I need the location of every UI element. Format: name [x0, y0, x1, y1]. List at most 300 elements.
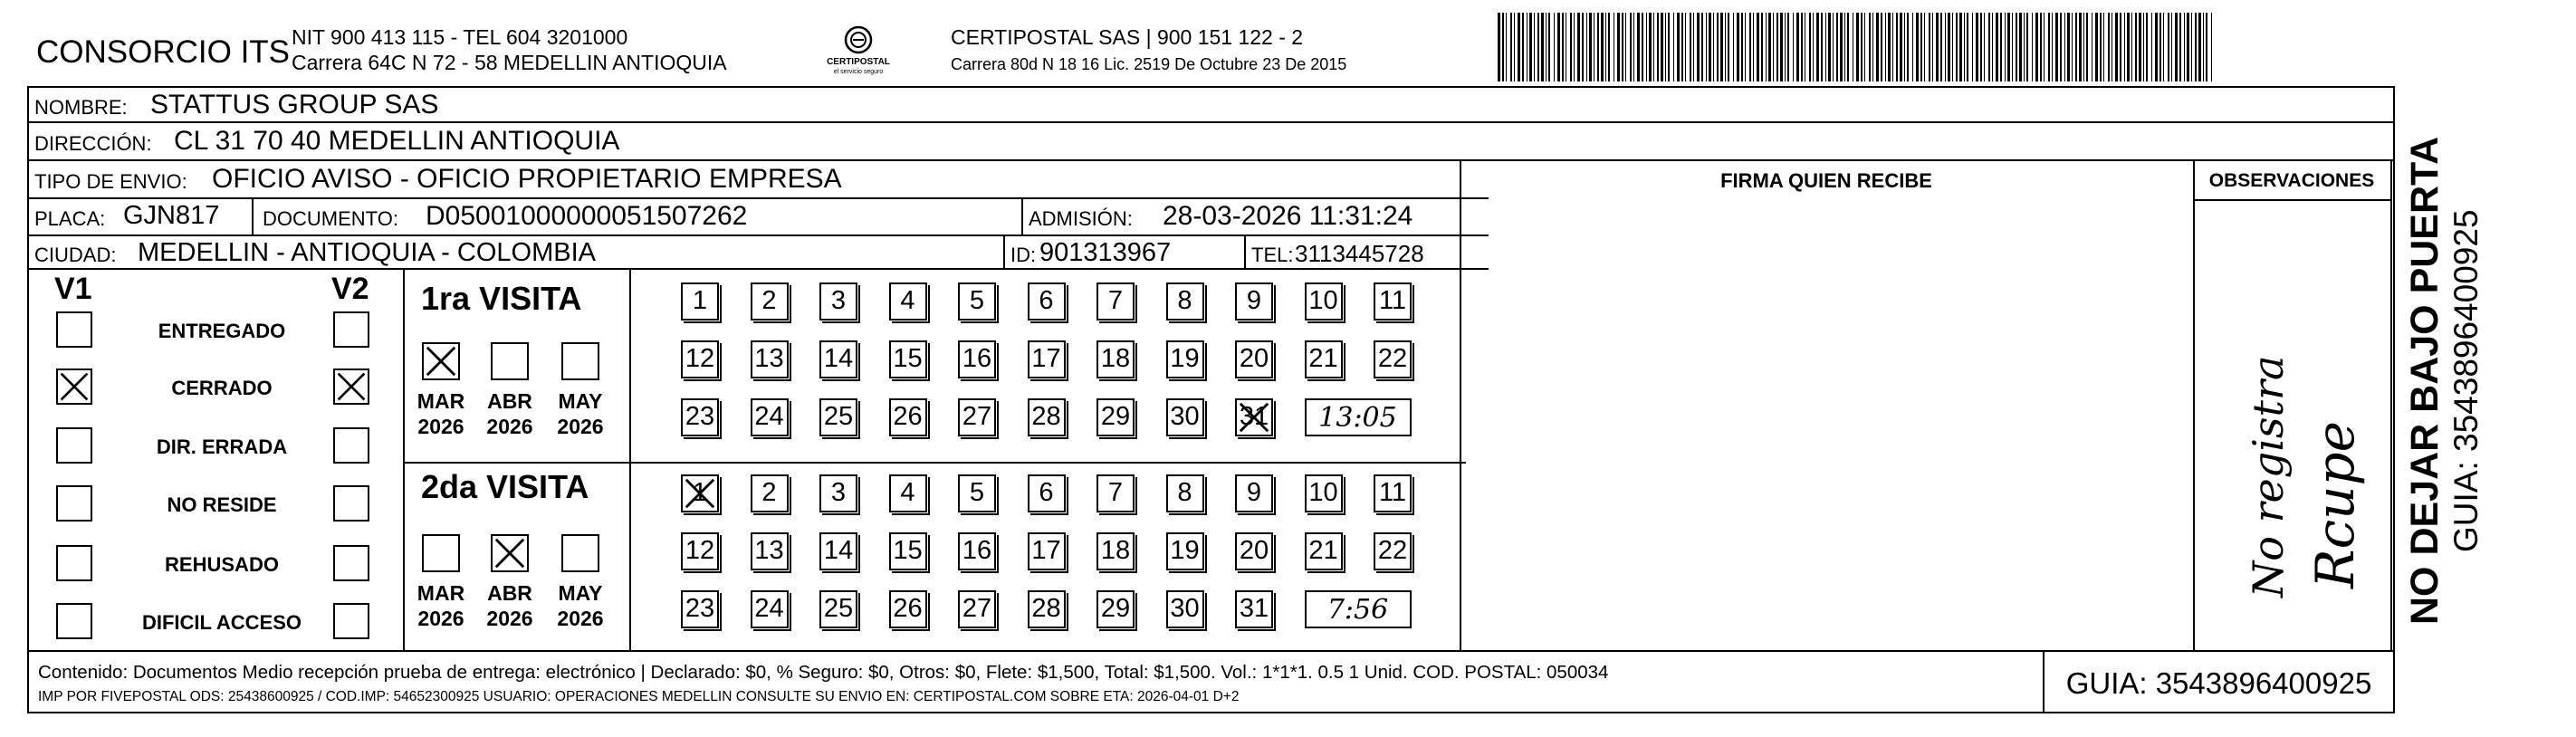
visit1-day-number: 2	[761, 286, 777, 315]
visit1-day-number: 19	[1170, 344, 1200, 373]
barcode-bar	[2024, 13, 2025, 81]
visit1-day-number: 24	[754, 402, 784, 431]
certipostal-logo	[813, 24, 904, 76]
visit1-day-box[interactable]	[1166, 398, 1204, 436]
id-label: ID:	[1010, 244, 1037, 266]
visit2-day-box[interactable]	[1166, 532, 1204, 570]
visit2-day-number: 25	[823, 594, 854, 623]
visit2-day-box[interactable]	[819, 474, 857, 512]
barcode-bar	[1907, 13, 1909, 81]
visit2-day-number: 10	[1308, 478, 1338, 507]
visit1-day-number: 30	[1170, 402, 1200, 431]
barcode-bar	[1749, 13, 1751, 81]
barcode	[1498, 13, 2218, 81]
ciudad-value: MEDELLIN - ANTIOQUIA - COLOMBIA	[138, 238, 596, 267]
visit1-day-box[interactable]	[1305, 340, 1343, 378]
barcode-bar	[1720, 13, 1723, 81]
visit2-day-box[interactable]	[1305, 532, 1343, 570]
carrier-address: Carrera 80d N 18 16 Lic. 2519 De Octubre 23 De 2015	[951, 55, 1347, 73]
visit1-day-box[interactable]	[1028, 398, 1066, 436]
v2-checkbox[interactable]	[333, 485, 369, 522]
visit1-day-number: 10	[1308, 286, 1338, 315]
barcode-bar	[1706, 13, 1707, 81]
barcode-bar	[1761, 13, 1763, 81]
v1-checkbox[interactable]	[56, 545, 92, 581]
visit2-day-box[interactable]	[819, 590, 857, 628]
visit1-day-number: 25	[823, 402, 854, 431]
visit1-day-box[interactable]	[1166, 282, 1204, 321]
barcode-bar	[1904, 13, 1905, 81]
tipo-envio-value: OFICIO AVISO - OFICIO PROPIETARIO EMPRESA	[212, 164, 842, 194]
barcode-bar	[1728, 13, 1729, 81]
barcode-bar	[1912, 13, 1913, 81]
barcode-bar	[2184, 13, 2185, 81]
barcode-bar	[1929, 13, 1930, 81]
barcode-bar	[1701, 13, 1703, 81]
visit2-time: 7:56	[1326, 594, 1389, 626]
barcode-bar	[1892, 13, 1893, 81]
v2-checkbox[interactable]	[333, 603, 369, 639]
visit1-year-label: 2026	[417, 415, 464, 438]
barcode-bar	[1529, 13, 1532, 81]
visit1-day-number: 5	[969, 286, 985, 315]
visit1-day-box[interactable]	[1374, 282, 1412, 321]
barcode-bar	[1956, 13, 1958, 81]
visit1-day-number: 27	[962, 402, 992, 431]
visit2-day-number: 30	[1170, 594, 1200, 623]
visit2-day-box[interactable]	[958, 532, 996, 570]
barcode-bar	[1920, 13, 1922, 81]
visit2-day-box[interactable]	[889, 474, 927, 512]
visit2-day-number: 6	[1039, 478, 1054, 507]
barcode-bar	[1518, 13, 1520, 81]
visit1-day-box[interactable]	[1235, 282, 1273, 321]
barcode-bar	[1633, 13, 1634, 81]
barcode-bar	[1622, 13, 1623, 81]
v2-checkbox[interactable]	[333, 368, 369, 405]
barcode-bar	[2211, 13, 2212, 81]
barcode-bar	[1630, 13, 1632, 81]
barcode-bar	[2124, 13, 2125, 81]
barcode-bar	[1864, 13, 1865, 81]
barcode-bar	[1697, 13, 1700, 81]
visit1-day-box[interactable]	[751, 340, 789, 378]
visit1-month-label: MAR	[417, 389, 465, 413]
barcode-bar	[1996, 13, 1998, 81]
barcode-bar	[1825, 13, 1826, 81]
tel-value: 3113445728	[1295, 240, 1424, 267]
barcode-bar	[1753, 13, 1754, 81]
v1-checkbox[interactable]	[56, 485, 92, 522]
visit1-day-number: 26	[893, 402, 923, 431]
visit2-day-box[interactable]	[1374, 474, 1412, 512]
barcode-bar	[2139, 13, 2141, 81]
barcode-bar	[2103, 13, 2104, 81]
barcode-bar	[1936, 13, 1939, 81]
visit1-day-number: 15	[893, 344, 923, 373]
barcode-bar	[1785, 13, 1786, 81]
barcode-bar	[1733, 13, 1734, 81]
barcode-bar	[1916, 13, 1919, 81]
nit-line: NIT 900 413 115 - TEL 604 3201000	[292, 25, 628, 49]
visit2-day-number: 22	[1377, 536, 1408, 565]
barcode-bar	[1809, 13, 1811, 81]
visit2-day-box[interactable]	[681, 474, 719, 512]
visit2-day-number: 27	[962, 594, 992, 623]
barcode-bar	[2159, 13, 2161, 81]
side-guia: GUIA: 3543896400925	[2447, 209, 2485, 552]
placa-value: GJN817	[123, 201, 220, 230]
visit2-day-number: 9	[1246, 478, 1262, 507]
barcode-bar	[2135, 13, 2137, 81]
barcode-bar	[1506, 13, 1507, 81]
barcode-bar	[1833, 13, 1834, 81]
visit2-day-box[interactable]	[751, 474, 789, 512]
barcode-bar	[2108, 13, 2110, 81]
barcode-bar	[2195, 13, 2197, 81]
barcode-bar	[1932, 13, 1933, 81]
visit1-month-checkbox[interactable]	[491, 342, 529, 380]
admision-label: ADMISIÓN:	[1029, 207, 1133, 230]
visit1-day-number: 20	[1239, 344, 1269, 373]
visit2-day-box[interactable]	[1235, 532, 1273, 570]
footer-contents: Contenido: Documentos Medio recepción prueba de entrega: electrónico | Declarado: $0, % Seguro: $0, Otros: $0, Flete: $1,500, Total: $1,500. Vol.: 1*1*1. 0.5 1 Unid. COD. POSTAL: 050034	[38, 662, 1609, 683]
visit2-month-checkbox[interactable]	[491, 534, 529, 572]
barcode-bar	[2120, 13, 2121, 81]
barcode-bar	[2127, 13, 2130, 81]
barcode-bar	[1768, 13, 1771, 81]
barcode-bar	[1690, 13, 1691, 81]
v2-checkbox[interactable]	[333, 427, 369, 464]
barcode-bar	[1548, 13, 1550, 81]
visit1-day-box[interactable]	[681, 340, 719, 378]
visit1-day-number: 29	[1100, 402, 1131, 431]
visit1-day-box[interactable]	[681, 282, 719, 321]
visit1-day-number: 21	[1308, 344, 1338, 373]
visit2-day-box[interactable]	[819, 532, 857, 570]
barcode-bar	[1649, 13, 1652, 81]
visit1-day-box[interactable]	[1166, 340, 1204, 378]
tipo-envio-label: TIPO DE ENVIO:	[34, 170, 187, 193]
barcode-bar	[2155, 13, 2158, 81]
barcode-bar	[1952, 13, 1953, 81]
visit2-day-number: 24	[754, 594, 784, 623]
visit2-day-box[interactable]	[681, 590, 719, 628]
visit1-day-box[interactable]	[681, 398, 719, 436]
barcode-bar	[1885, 13, 1886, 81]
visit1-day-number: 28	[1031, 402, 1061, 431]
id-value: 901313967	[1039, 238, 1172, 267]
barcode-bar	[2035, 13, 2038, 81]
visit2-day-box[interactable]	[958, 474, 996, 512]
visit2-day-box[interactable]	[889, 590, 927, 628]
visit1-day-number: 31	[1239, 402, 1269, 431]
visit1-day-box[interactable]	[1096, 398, 1135, 436]
barcode-bar	[2083, 13, 2084, 81]
barcode-bar	[1776, 13, 1778, 81]
barcode-bar	[1847, 13, 1849, 81]
barcode-bar	[1924, 13, 1925, 81]
barcode-bar	[1967, 13, 1968, 81]
footer-print-info: IMP POR FIVEPOSTAL ODS: 25438600925 / COD.IMP: 54652300925 USUARIO: OPERACIONES MEDELLIN CONSULTE SU ENVIO EN: CERTIPOSTAL.COM SOBRE ETA: 2026-04-01 D+2	[38, 689, 1240, 704]
v1-checkbox[interactable]	[56, 368, 92, 405]
barcode-bar	[1844, 13, 1845, 81]
barcode-bar	[1534, 13, 1535, 81]
barcode-bar	[2060, 13, 2062, 81]
v1-label: V1	[54, 272, 92, 306]
visit1-day-box[interactable]	[889, 282, 927, 321]
visit1-day-box[interactable]	[958, 340, 996, 378]
visit2-day-box[interactable]	[1166, 590, 1204, 628]
barcode-bar	[1717, 13, 1719, 81]
barcode-bar	[1681, 13, 1683, 81]
nombre-value: STATTUS GROUP SAS	[150, 90, 439, 120]
visit1-day-number: 6	[1039, 286, 1054, 315]
barcode-bar	[2040, 13, 2042, 81]
barcode-bar	[1498, 13, 1500, 81]
logo-subtext: el servicio seguro	[833, 69, 884, 75]
barcode-bar	[1793, 13, 1794, 81]
visit2-day-box[interactable]	[1305, 474, 1343, 512]
barcode-bar	[1693, 13, 1694, 81]
visit1-day-box[interactable]	[1235, 398, 1273, 436]
barcode-bar	[1984, 13, 1985, 81]
barcode-bar	[2079, 13, 2082, 81]
barcode-bar	[1668, 13, 1670, 81]
barcode-bar	[1657, 13, 1659, 81]
visit2-day-number: 8	[1177, 478, 1192, 507]
barcode-bar	[1940, 13, 1942, 81]
visit2-day-box[interactable]	[889, 532, 927, 570]
visit1-day-number: 9	[1246, 286, 1262, 315]
side-warning: NO DEJAR BAJO PUERTA	[2403, 136, 2447, 625]
company-name: CONSORCIO ITS	[36, 34, 291, 70]
direccion-label: DIRECCIÓN:	[34, 132, 152, 155]
visit1-day-number: 18	[1100, 344, 1131, 373]
barcode-bar	[1959, 13, 1962, 81]
admision-value: 28-03-2026 11:31:24	[1163, 201, 1413, 231]
visit1-day-box[interactable]	[1374, 340, 1412, 378]
barcode-bar	[1780, 13, 1783, 81]
barcode-bar	[1541, 13, 1544, 81]
visit2-month-checkbox[interactable]	[422, 534, 460, 572]
tel-label: TEL:	[1251, 244, 1294, 266]
barcode-bar	[2143, 13, 2144, 81]
v1-checkbox[interactable]	[56, 427, 92, 464]
visit1-day-box[interactable]	[819, 282, 857, 321]
visit1-month-checkbox[interactable]	[422, 342, 460, 380]
barcode-bar	[1537, 13, 1539, 81]
visit1-day-number: 16	[962, 344, 992, 373]
barcode-bar	[2012, 13, 2013, 81]
visit2-day-box[interactable]	[1028, 474, 1066, 512]
visit1-day-box[interactable]	[1028, 340, 1066, 378]
visit1-day-number: 4	[900, 286, 915, 315]
visit1-time-box[interactable]	[1305, 398, 1412, 436]
visit2-day-box[interactable]	[1096, 590, 1135, 628]
barcode-bar	[1976, 13, 1978, 81]
barcode-bar	[2005, 13, 2006, 81]
observaciones-header: OBSERVACIONES	[2208, 170, 2375, 191]
barcode-bar	[1988, 13, 1990, 81]
visit2-title: 2da VISITA	[421, 468, 589, 505]
visit1-day-number: 1	[692, 286, 708, 315]
visit2-day-box[interactable]	[1096, 532, 1135, 570]
visit2-day-box[interactable]	[1028, 532, 1066, 570]
visit2-day-box[interactable]	[751, 532, 789, 570]
barcode-bar	[2171, 13, 2172, 81]
visit2-day-box[interactable]	[1096, 474, 1135, 512]
barcode-bar	[1869, 13, 1871, 81]
visit2-day-box[interactable]	[1235, 590, 1273, 628]
visit2-day-number: 2	[761, 478, 777, 507]
barcode-bar	[1948, 13, 1950, 81]
barcode-bar	[1562, 13, 1564, 81]
visit1-day-box[interactable]	[751, 398, 789, 436]
visit1-day-box[interactable]	[1096, 282, 1135, 321]
barcode-bar	[1665, 13, 1666, 81]
v2-checkbox[interactable]	[333, 311, 369, 348]
visit2-day-box[interactable]	[1028, 590, 1066, 628]
visit1-day-box[interactable]	[1305, 282, 1343, 321]
status-option-label: REHUSADO	[165, 553, 279, 576]
barcode-bar	[1872, 13, 1873, 81]
barcode-bar	[1813, 13, 1814, 81]
visit2-day-box[interactable]	[958, 590, 996, 628]
barcode-bar	[1646, 13, 1647, 81]
barcode-bar	[1766, 13, 1767, 81]
barcode-bar	[1964, 13, 1965, 81]
visit2-day-number: 21	[1308, 536, 1338, 565]
visit1-month-label: ABR	[487, 389, 532, 413]
barcode-bar	[2067, 13, 2070, 81]
visit1-day-box[interactable]	[889, 398, 927, 436]
barcode-bar	[2151, 13, 2152, 81]
barcode-bar	[1601, 13, 1604, 81]
barcode-bar	[1881, 13, 1882, 81]
barcode-bar	[1637, 13, 1640, 81]
visit1-month-checkbox[interactable]	[561, 342, 599, 380]
barcode-bar	[1741, 13, 1743, 81]
barcode-bar	[2064, 13, 2065, 81]
visit2-day-box[interactable]	[681, 532, 719, 570]
visit2-month-checkbox[interactable]	[561, 534, 599, 572]
barcode-bar	[1510, 13, 1512, 81]
barcode-bar	[1577, 13, 1580, 81]
barcode-bar	[1677, 13, 1680, 81]
barcode-bar	[2168, 13, 2169, 81]
visit1-day-number: 23	[685, 402, 715, 431]
visit2-day-number: 18	[1100, 536, 1131, 565]
barcode-bar	[1888, 13, 1891, 81]
nombre-label: NOMBRE:	[34, 96, 128, 119]
visit2-day-number: 11	[1378, 478, 1407, 507]
status-option-label: CERRADO	[171, 377, 273, 399]
visit1-day-number: 8	[1177, 286, 1192, 315]
barcode-bar	[1945, 13, 1946, 81]
barcode-bar	[1713, 13, 1714, 81]
visit2-month-label: ABR	[487, 581, 532, 605]
barcode-bar	[1745, 13, 1746, 81]
visit1-day-number: 3	[830, 286, 847, 315]
visit2-day-number: 28	[1031, 594, 1061, 623]
barcode-bar	[1557, 13, 1560, 81]
barcode-bar	[1816, 13, 1819, 81]
v2-label: V2	[331, 272, 369, 306]
barcode-bar	[2175, 13, 2178, 81]
visit2-day-box[interactable]	[1374, 532, 1412, 570]
barcode-bar	[1673, 13, 1674, 81]
handwritten-note-2: Rcupe	[2304, 421, 2366, 589]
barcode-bar	[1876, 13, 1879, 81]
visit1-day-box[interactable]	[958, 398, 996, 436]
visit2-day-number: 16	[962, 536, 992, 565]
visit2-time-box[interactable]	[1305, 590, 1412, 628]
visit1-day-box[interactable]	[1096, 340, 1135, 378]
visit2-month-label: MAY	[558, 581, 603, 605]
visit2-day-number: 26	[893, 594, 923, 623]
barcode-bar	[1828, 13, 1831, 81]
visit1-day-number: 22	[1377, 344, 1408, 373]
firma-header: FIRMA QUIEN RECIBE	[1720, 169, 1932, 192]
barcode-bar	[1787, 13, 1789, 81]
status-option-label: DIR. ERRADA	[156, 436, 288, 458]
barcode-bar	[1737, 13, 1739, 81]
visit1-day-box[interactable]	[1028, 282, 1066, 321]
visit1-month-label: MAY	[558, 389, 603, 413]
v1-checkbox[interactable]	[56, 603, 92, 639]
v1-checkbox[interactable]	[56, 311, 92, 348]
barcode-bar	[1617, 13, 1620, 81]
barcode-bar	[1502, 13, 1504, 81]
visit2-day-box[interactable]	[751, 590, 789, 628]
barcode-bar	[1900, 13, 1902, 81]
barcode-bar	[2000, 13, 2002, 81]
visit1-day-box[interactable]	[1235, 340, 1273, 378]
visit2-day-number: 17	[1031, 536, 1061, 565]
visit1-day-box[interactable]	[819, 398, 857, 436]
v2-checkbox[interactable]	[333, 545, 369, 581]
barcode-bar	[1836, 13, 1838, 81]
barcode-bar	[2044, 13, 2045, 81]
visit2-day-box[interactable]	[1166, 474, 1204, 512]
visit2-day-number: 7	[1107, 478, 1124, 507]
visit2-day-number: 23	[685, 594, 715, 623]
barcode-bar	[1574, 13, 1575, 81]
footer-guia: GUIA: 3543896400925	[2065, 666, 2372, 700]
barcode-bar	[1896, 13, 1898, 81]
barcode-bar	[1625, 13, 1626, 81]
visit2-year-label: 2026	[557, 607, 604, 630]
barcode-bar	[2179, 13, 2181, 81]
barcode-bar	[2131, 13, 2132, 81]
barcode-bar	[2086, 13, 2088, 81]
visit1-day-box[interactable]	[889, 340, 927, 378]
barcode-bar	[1546, 13, 1547, 81]
barcode-bar	[1796, 13, 1799, 81]
visit1-day-box[interactable]	[958, 282, 996, 321]
visit2-day-box[interactable]	[1235, 474, 1273, 512]
visit2-month-label: MAR	[417, 581, 465, 605]
visit1-time: 13:05	[1318, 402, 1397, 434]
visit1-day-box[interactable]	[819, 340, 857, 378]
barcode-bar	[2032, 13, 2033, 81]
barcode-bar	[1522, 13, 1524, 81]
visit1-day-box[interactable]	[751, 282, 789, 321]
visit2-day-number: 19	[1170, 536, 1200, 565]
barcode-bar	[1801, 13, 1803, 81]
visit2-day-number: 1	[692, 478, 708, 507]
